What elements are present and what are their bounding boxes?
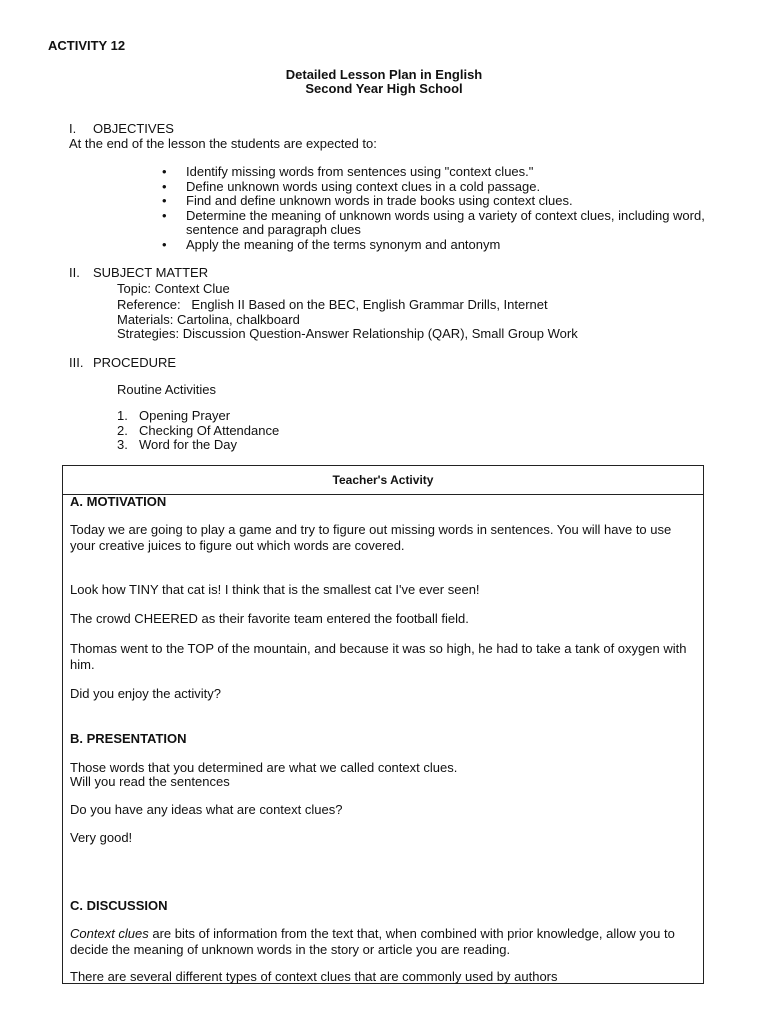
routine-activities-label: Routine Activities: [117, 382, 216, 397]
objectives-list: [160, 165, 720, 252]
discussion-paragraph-1: [70, 926, 698, 957]
bullet-icon: •: [162, 236, 167, 252]
motivation-paragraph-4: Thomas went to the TOP of the mountain, and because it was so high, he had to take a tank of oxygen with him.: [70, 641, 687, 672]
discussion-paragraph-2: There are several different types of context clues that are commonly used by authors: [70, 969, 558, 984]
objectives-heading: [69, 121, 174, 136]
routine-text: Opening Prayer: [139, 408, 231, 423]
objective-text: Apply the meaning of the terms synonym and antonym: [186, 236, 501, 252]
teachers-activity-table: [62, 465, 704, 984]
presentation-paragraph-1b: Will you read the sentences: [70, 774, 230, 789]
objective-text: Find and define unknown words in trade books using context clues.: [186, 193, 573, 208]
activity-title: ACTIVITY 12: [48, 38, 126, 53]
motivation-paragraph-2: Look how TINY that cat is! I think that is the smallest cat I've ever seen!: [70, 582, 480, 597]
subject-strategies: Strategies: Discussion Question-Answer Relationship (QAR), Small Group Work: [117, 326, 578, 341]
objectives-heading-text: OBJECTIVES: [93, 121, 174, 136]
motivation-paragraph-5: Did you enjoy the activity?: [70, 686, 222, 701]
presentation-paragraph-1a: Those words that you determined are what we called context clues.: [70, 760, 458, 775]
item-number: 3.: [117, 437, 128, 453]
motivation-paragraph-1: Today we are going to play a game and try to figure out missing words in sentences. You will have to use your creative juices to figure out which words are covered.: [70, 522, 672, 553]
routine-text: Checking Of Attendance: [139, 422, 280, 438]
list-item: [160, 209, 720, 238]
procedure-heading: [69, 355, 176, 370]
discussion-heading: C. DISCUSSION: [70, 898, 168, 913]
bullet-icon: •: [162, 207, 167, 223]
list-item: [160, 238, 720, 253]
objective-text: Define unknown words using context clues in a cold passage.: [186, 178, 541, 194]
motivation-paragraph-3: The crowd CHEERED as their favorite team entered the football field.: [70, 611, 469, 626]
list-item: [117, 424, 279, 439]
subject-matter-heading: [69, 265, 208, 280]
subject-materials: Materials: Cartolina, chalkboard: [117, 312, 300, 327]
objective-text: Identify missing words from sentences using "context clues.": [186, 164, 534, 179]
table-header: Teacher's Activity: [63, 466, 703, 495]
lesson-plan-subtitle: Second Year High School: [305, 81, 463, 96]
objectives-intro: At the end of the lesson the students are expected to:: [69, 136, 377, 151]
bullet-icon: •: [162, 178, 167, 194]
subject-topic: Topic: Context Clue: [117, 281, 230, 296]
list-item: [160, 194, 720, 209]
routine-text: Word for the Day: [139, 437, 238, 453]
subject-reference: Reference: English II Based on the BEC, English Grammar Drills, Internet: [117, 297, 548, 312]
routine-list: [117, 409, 279, 453]
item-number: 2.: [117, 422, 128, 438]
item-number: 1.: [117, 408, 128, 423]
list-item: [160, 165, 720, 180]
subject-matter-heading-text: SUBJECT MATTER: [93, 265, 209, 280]
lesson-plan-title: Detailed Lesson Plan in English: [285, 67, 483, 82]
discussion-paragraph-1-text: are bits of information from the text that, when combined with prior knowledge, allow you to decide the meaning of unknown words in the story or article you are reading.: [70, 926, 675, 957]
procedure-heading-text: PROCEDURE: [93, 355, 177, 370]
list-item: [117, 409, 279, 424]
list-item: [117, 438, 279, 453]
presentation-heading: B. PRESENTATION: [70, 731, 187, 746]
motivation-heading: A. MOTIVATION: [70, 494, 167, 509]
procedure-number: III.: [69, 355, 84, 370]
context-clues-term: Context clues: [70, 926, 149, 941]
list-item: [160, 180, 720, 195]
objective-text: Determine the meaning of unknown words using a variety of context clues, including word, sentence and paragraph clues: [186, 207, 705, 237]
presentation-paragraph-2: Do you have any ideas what are context clues?: [70, 802, 343, 817]
subject-matter-number: II.: [69, 265, 80, 280]
objectives-number: I.: [69, 121, 77, 136]
presentation-paragraph-3: Very good!: [70, 830, 133, 845]
bullet-icon: •: [162, 193, 167, 208]
bullet-icon: •: [162, 164, 167, 179]
